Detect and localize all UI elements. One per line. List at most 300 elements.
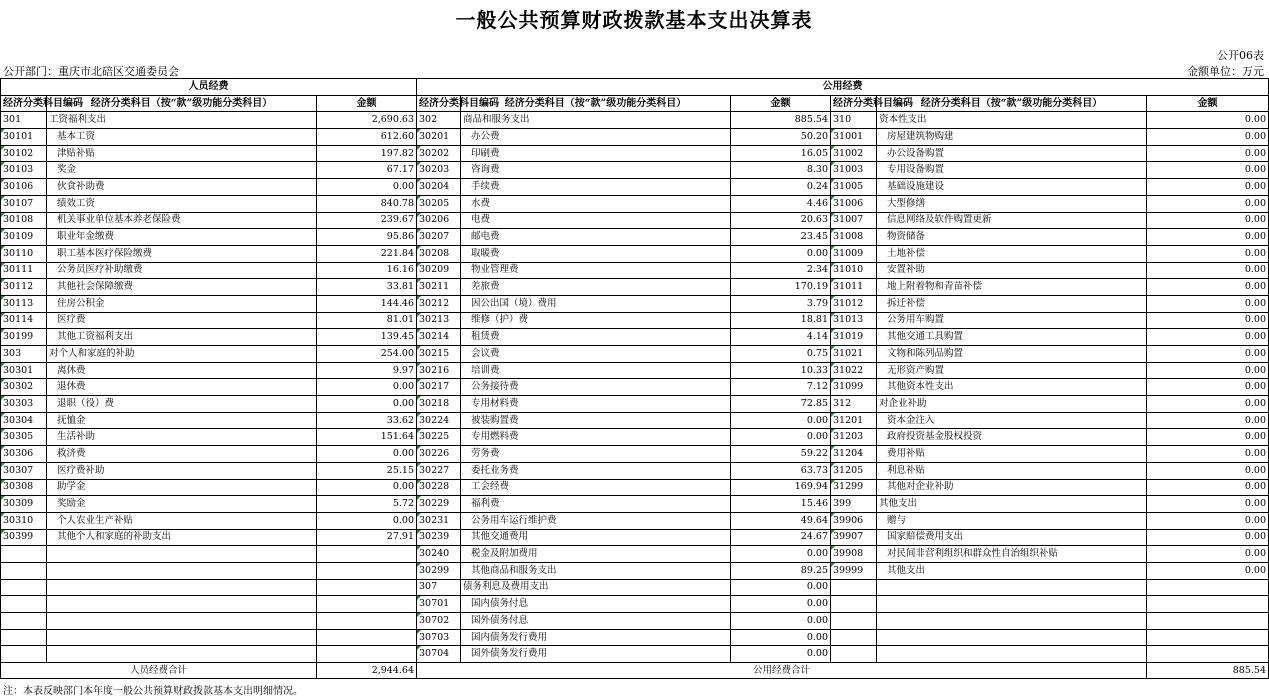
table-row <box>1 262 1269 279</box>
public-a-amount-cell: 170.19 <box>731 279 831 296</box>
table-row <box>1 496 1269 513</box>
public-a-name-cell: 维修（护）费 <box>461 312 731 329</box>
public-b-name-cell: 安置补助 <box>877 262 1147 279</box>
public-a-name-cell: 专用燃料费 <box>461 429 731 446</box>
personnel-code-cell: 30113 <box>1 295 47 312</box>
public-b-amount-cell: 0.00 <box>1147 379 1269 396</box>
personnel-code-cell <box>1 579 47 596</box>
public-a-name-cell: 办公费 <box>461 129 731 146</box>
public-b-name-cell: 土地补偿 <box>877 245 1147 262</box>
public-a-amount-cell: 59.22 <box>731 446 831 463</box>
personnel-amount-cell: 33.81 <box>317 279 417 296</box>
public-b-name-cell <box>877 629 1147 646</box>
public-a-name-cell: 国内债务发行费用 <box>461 629 731 646</box>
public-a-code-cell: 30229 <box>417 496 461 513</box>
public-a-code-cell: 30211 <box>417 279 461 296</box>
public-b-name-cell: 拆迁补偿 <box>877 295 1147 312</box>
public-a-amount-cell: 0.00 <box>731 245 831 262</box>
public-b-amount-cell: 0.00 <box>1147 429 1269 446</box>
public-b-amount-cell: 0.00 <box>1147 279 1269 296</box>
public-a-name-cell: 差旅费 <box>461 279 731 296</box>
public-a-amount-cell: 4.46 <box>731 195 831 212</box>
public-a-amount-cell: 72.85 <box>731 396 831 413</box>
public-b-amount-cell: 0.00 <box>1147 112 1269 129</box>
public-a-code-cell: 30701 <box>417 596 461 613</box>
public-b-code-cell: 31022 <box>831 362 877 379</box>
public-a-code-cell: 30228 <box>417 479 461 496</box>
public-b-amount-cell: 0.00 <box>1147 212 1269 229</box>
public-b-amount-cell: 0.00 <box>1147 479 1269 496</box>
public-b-code-cell <box>831 646 877 663</box>
personnel-code-cell <box>1 629 47 646</box>
personnel-amount-cell: 33.62 <box>317 412 417 429</box>
personnel-name-cell: 工资福利支出 <box>47 112 317 129</box>
public-a-amount-cell: 2.34 <box>731 262 831 279</box>
personnel-name-cell: 基本工资 <box>47 129 317 146</box>
personnel-amount-cell: 0.00 <box>317 512 417 529</box>
public-a-amount-cell: 0.24 <box>731 179 831 196</box>
public-b-amount-cell: 0.00 <box>1147 162 1269 179</box>
public-b-name-cell: 其他支出 <box>877 562 1147 579</box>
public-b-code-cell: 39907 <box>831 529 877 546</box>
personnel-name-cell <box>47 579 317 596</box>
public-b-code-cell <box>831 596 877 613</box>
personnel-code-cell: 30308 <box>1 479 47 496</box>
table-row <box>1 512 1269 529</box>
table-row <box>1 446 1269 463</box>
public-a-name-cell: 物业管理费 <box>461 262 731 279</box>
personnel-name-cell: 津贴补贴 <box>47 145 317 162</box>
public-b-amount-cell: 0.00 <box>1147 496 1269 513</box>
personnel-code-cell: 30111 <box>1 262 47 279</box>
personnel-amount-cell: 221.84 <box>317 245 417 262</box>
public-b-amount-cell: 0.00 <box>1147 245 1269 262</box>
table-row <box>1 112 1269 129</box>
public-a-amount-cell: 49.64 <box>731 512 831 529</box>
personnel-name-cell: 救济费 <box>47 446 317 463</box>
personnel-name-cell <box>47 596 317 613</box>
table-row <box>1 362 1269 379</box>
footnote: 注：本表反映部门本年度一般公共预算财政拨款基本支出明细情况。 <box>3 686 303 697</box>
table-row <box>1 396 1269 413</box>
public-b-amount-cell: 0.00 <box>1147 295 1269 312</box>
public-a-code-cell: 30703 <box>417 629 461 646</box>
public-b-code-cell: 31201 <box>831 412 877 429</box>
public-a-amount-cell: 0.00 <box>731 629 831 646</box>
public-b-name-cell <box>877 613 1147 630</box>
public-a-amount-cell: 0.00 <box>731 613 831 630</box>
public-a-amount-cell: 3.79 <box>731 295 831 312</box>
public-b-amount-cell: 0.00 <box>1147 195 1269 212</box>
personnel-name-cell: 退职（役）费 <box>47 396 317 413</box>
personnel-code-cell: 30307 <box>1 462 47 479</box>
public-b-name-cell: 赠与 <box>877 512 1147 529</box>
public-a-name-cell: 委托业务费 <box>461 462 731 479</box>
personnel-name-cell <box>47 646 317 663</box>
public-b-code-cell: 39999 <box>831 562 877 579</box>
table-row <box>1 579 1269 596</box>
public-a-name-cell: 水费 <box>461 195 731 212</box>
public-b-code-cell <box>831 629 877 646</box>
public-b-name-cell <box>877 646 1147 663</box>
public-b-amount-cell: 0.00 <box>1147 462 1269 479</box>
public-a-code-cell: 30704 <box>417 646 461 663</box>
public-b-amount-cell: 0.00 <box>1147 362 1269 379</box>
personnel-amount-cell: 25.15 <box>317 462 417 479</box>
personnel-code-cell: 30399 <box>1 529 47 546</box>
personnel-code-cell <box>1 596 47 613</box>
table-row <box>1 412 1269 429</box>
table-row <box>1 479 1269 496</box>
personnel-name-cell <box>47 562 317 579</box>
public-b-amount-cell: 0.00 <box>1147 396 1269 413</box>
personnel-amount-cell: 95.86 <box>317 229 417 246</box>
public-a-name-cell: 培训费 <box>461 362 731 379</box>
public-b-code-cell: 31299 <box>831 479 877 496</box>
table-row <box>1 145 1269 162</box>
public-a-code-cell: 30218 <box>417 396 461 413</box>
personnel-code-cell: 30110 <box>1 245 47 262</box>
public-a-code-cell: 30224 <box>417 412 461 429</box>
public-a-name-cell: 邮电费 <box>461 229 731 246</box>
public-a-code-cell: 30209 <box>417 262 461 279</box>
public-a-name-cell: 公务用车运行维护费 <box>461 512 731 529</box>
personnel-amount-cell: 0.00 <box>317 179 417 196</box>
table-row <box>1 613 1269 630</box>
public-b-code-cell: 310 <box>831 112 877 129</box>
public-a-code-cell: 30227 <box>417 462 461 479</box>
public-b-name-cell <box>877 579 1147 596</box>
public-a-code-cell: 30206 <box>417 212 461 229</box>
unit-label: 金额单位：万元 <box>1187 65 1264 78</box>
public-total-amount: 885.54 <box>1147 663 1269 679</box>
public-a-name-cell: 其他交通费用 <box>461 529 731 546</box>
personnel-name-cell: 绩效工资 <box>47 195 317 212</box>
public-b-name-cell: 大型修缮 <box>877 195 1147 212</box>
public-a-code-cell: 30217 <box>417 379 461 396</box>
personnel-amount-cell: 0.00 <box>317 379 417 396</box>
personnel-name-cell: 其他工资福利支出 <box>47 329 317 346</box>
table-row <box>1 629 1269 646</box>
public-a-name-cell: 工会经费 <box>461 479 731 496</box>
table-row <box>1 546 1269 563</box>
personnel-code-cell: 30309 <box>1 496 47 513</box>
personnel-name-cell: 生活补助 <box>47 429 317 446</box>
table-row <box>1 529 1269 546</box>
personnel-code-cell: 301 <box>1 112 47 129</box>
public-a-code-cell: 302 <box>417 112 461 129</box>
public-a-code-cell: 30212 <box>417 295 461 312</box>
public-b-code-cell: 31001 <box>831 129 877 146</box>
public-b-code-cell: 31012 <box>831 295 877 312</box>
public-b-amount-cell: 0.00 <box>1147 446 1269 463</box>
personnel-code-cell <box>1 646 47 663</box>
amount-column-header: 金额 <box>731 95 831 112</box>
public-b-name-cell: 对民间非营利组织和群众性自治组织补贴 <box>877 546 1147 563</box>
public-a-code-cell: 30208 <box>417 245 461 262</box>
public-b-code-cell: 312 <box>831 396 877 413</box>
public-a-name-cell: 被装购置费 <box>461 412 731 429</box>
public-a-name-cell: 债务利息及费用支出 <box>461 579 731 596</box>
table-row <box>1 245 1269 262</box>
public-b-name-cell: 其他资本性支出 <box>877 379 1147 396</box>
personnel-amount-cell: 239.67 <box>317 212 417 229</box>
table-row <box>1 379 1269 396</box>
public-b-code-cell <box>831 579 877 596</box>
public-a-amount-cell: 15.46 <box>731 496 831 513</box>
public-b-name-cell <box>877 596 1147 613</box>
public-a-name-cell: 取暖费 <box>461 245 731 262</box>
public-a-name-cell: 国外债务付息 <box>461 613 731 630</box>
public-b-amount-cell: 0.00 <box>1147 179 1269 196</box>
personnel-amount-cell: 81.01 <box>317 312 417 329</box>
public-b-amount-cell: 0.00 <box>1147 346 1269 363</box>
public-a-amount-cell: 885.54 <box>731 112 831 129</box>
code-column-header: 经济分类科目编码 <box>417 95 461 112</box>
public-b-amount-cell: 0.00 <box>1147 529 1269 546</box>
public-b-name-cell: 基础设施建设 <box>877 179 1147 196</box>
personnel-name-cell: 其他社会保障缴费 <box>47 279 317 296</box>
public-a-code-cell: 30702 <box>417 613 461 630</box>
public-a-amount-cell: 89.25 <box>731 562 831 579</box>
personnel-code-cell: 30102 <box>1 145 47 162</box>
department-label: 公开部门：重庆市北碚区交通委员会 <box>3 65 179 78</box>
name-column-header: 经济分类科目（按“款”级功能分类科目） <box>877 95 1147 112</box>
personnel-total-amount: 2,944.64 <box>317 663 417 679</box>
public-a-amount-cell: 4.14 <box>731 329 831 346</box>
name-column-header: 经济分类科目（按“款”级功能分类科目） <box>461 95 731 112</box>
personnel-amount-cell: 2,690.63 <box>317 112 417 129</box>
personnel-amount-cell: 612.60 <box>317 129 417 146</box>
public-a-amount-cell: 50.20 <box>731 129 831 146</box>
public-a-amount-cell: 24.67 <box>731 529 831 546</box>
public-a-code-cell: 30215 <box>417 346 461 363</box>
personnel-amount-cell: 5.72 <box>317 496 417 513</box>
public-a-code-cell: 30225 <box>417 429 461 446</box>
public-a-amount-cell: 63.73 <box>731 462 831 479</box>
public-b-name-cell: 物资储备 <box>877 229 1147 246</box>
public-b-code-cell: 31006 <box>831 195 877 212</box>
public-a-amount-cell: 0.00 <box>731 579 831 596</box>
personnel-code-cell: 30301 <box>1 362 47 379</box>
personnel-name-cell: 奖励金 <box>47 496 317 513</box>
personnel-amount-cell: 139.45 <box>317 329 417 346</box>
public-b-code-cell <box>831 613 877 630</box>
public-b-code-cell: 31013 <box>831 312 877 329</box>
public-b-name-cell: 资本性支出 <box>877 112 1147 129</box>
table-row <box>1 596 1269 613</box>
personnel-code-cell: 30114 <box>1 312 47 329</box>
personnel-name-cell: 奖金 <box>47 162 317 179</box>
code-column-header: 经济分类科目编码 <box>1 95 47 112</box>
public-b-code-cell: 31010 <box>831 262 877 279</box>
personnel-name-cell: 伙食补助费 <box>47 179 317 196</box>
personnel-amount-cell: 151.64 <box>317 429 417 446</box>
public-a-name-cell: 租赁费 <box>461 329 731 346</box>
personnel-amount-cell: 144.46 <box>317 295 417 312</box>
public-a-code-cell: 30231 <box>417 512 461 529</box>
personnel-code-cell: 30108 <box>1 212 47 229</box>
personnel-amount-cell <box>317 629 417 646</box>
public-a-name-cell: 电费 <box>461 212 731 229</box>
public-a-name-cell: 因公出国（境）费用 <box>461 295 731 312</box>
public-b-amount-cell <box>1147 579 1269 596</box>
public-b-amount-cell: 0.00 <box>1147 329 1269 346</box>
personnel-code-cell: 30101 <box>1 129 47 146</box>
table-row <box>1 179 1269 196</box>
personnel-name-cell: 公务员医疗补助缴费 <box>47 262 317 279</box>
personnel-name-cell: 个人农业生产补贴 <box>47 512 317 529</box>
public-b-code-cell: 31205 <box>831 462 877 479</box>
public-a-code-cell: 30213 <box>417 312 461 329</box>
page-title: 一般公共预算财政拨款基本支出决算表 <box>455 8 813 32</box>
personnel-code-cell <box>1 562 47 579</box>
personnel-name-cell: 医疗费补助 <box>47 462 317 479</box>
public-a-amount-cell: 0.00 <box>731 412 831 429</box>
amount-column-header: 金额 <box>1147 95 1269 112</box>
personnel-code-cell <box>1 546 47 563</box>
public-b-code-cell: 31005 <box>831 179 877 196</box>
table-row <box>1 329 1269 346</box>
personnel-amount-cell: 0.00 <box>317 479 417 496</box>
table-row <box>1 646 1269 663</box>
expenditure-table <box>0 78 1269 679</box>
personnel-code-cell: 30103 <box>1 162 47 179</box>
public-a-amount-cell: 8.30 <box>731 162 831 179</box>
table-row <box>1 212 1269 229</box>
public-a-name-cell: 劳务费 <box>461 446 731 463</box>
personnel-name-cell: 助学金 <box>47 479 317 496</box>
public-b-code-cell: 31204 <box>831 446 877 463</box>
public-a-name-cell: 公务接待费 <box>461 379 731 396</box>
personnel-amount-cell: 0.00 <box>317 446 417 463</box>
public-b-code-cell: 39908 <box>831 546 877 563</box>
public-a-name-cell: 专用材料费 <box>461 396 731 413</box>
personnel-code-cell: 30310 <box>1 512 47 529</box>
public-a-amount-cell: 0.75 <box>731 346 831 363</box>
public-a-code-cell: 30226 <box>417 446 461 463</box>
public-b-amount-cell: 0.00 <box>1147 145 1269 162</box>
public-a-amount-cell: 20.63 <box>731 212 831 229</box>
public-b-amount-cell <box>1147 646 1269 663</box>
table-row <box>1 312 1269 329</box>
personnel-total-label: 人员经费合计 <box>1 663 317 679</box>
personnel-amount-cell <box>317 562 417 579</box>
public-a-amount-cell: 0.00 <box>731 429 831 446</box>
personnel-amount-cell: 16.16 <box>317 262 417 279</box>
personnel-name-cell <box>47 546 317 563</box>
public-b-code-cell: 31019 <box>831 329 877 346</box>
personnel-code-cell: 303 <box>1 346 47 363</box>
public-b-amount-cell <box>1147 613 1269 630</box>
public-total-label: 公用经费合计 <box>417 663 1147 679</box>
public-a-code-cell: 30201 <box>417 129 461 146</box>
personnel-amount-cell: 840.78 <box>317 195 417 212</box>
personnel-code-cell: 30305 <box>1 429 47 446</box>
personnel-code-cell: 30109 <box>1 229 47 246</box>
public-b-name-cell: 公务用车购置 <box>877 312 1147 329</box>
public-b-amount-cell <box>1147 596 1269 613</box>
public-b-name-cell: 信息网络及软件购置更新 <box>877 212 1147 229</box>
personnel-code-cell: 30302 <box>1 379 47 396</box>
public-a-code-cell: 30207 <box>417 229 461 246</box>
public-b-name-cell: 对企业补助 <box>877 396 1147 413</box>
public-b-code-cell: 31203 <box>831 429 877 446</box>
public-b-name-cell: 国家赔偿费用支出 <box>877 529 1147 546</box>
table-row <box>1 429 1269 446</box>
public-a-code-cell: 30240 <box>417 546 461 563</box>
public-b-name-cell: 资本金注入 <box>877 412 1147 429</box>
personnel-amount-cell: 0.00 <box>317 396 417 413</box>
public-a-amount-cell: 0.00 <box>731 646 831 663</box>
personnel-name-cell: 住房公积金 <box>47 295 317 312</box>
public-b-code-cell: 31099 <box>831 379 877 396</box>
personnel-name-cell: 机关事业单位基本养老保险费 <box>47 212 317 229</box>
public-b-name-cell: 其他交通工具购置 <box>877 329 1147 346</box>
personnel-code-cell: 30306 <box>1 446 47 463</box>
public-a-name-cell: 国外债务发行费用 <box>461 646 731 663</box>
public-b-name-cell: 房屋建筑物购建 <box>877 129 1147 146</box>
public-a-name-cell: 会议费 <box>461 346 731 363</box>
personnel-name-cell: 抚恤金 <box>47 412 317 429</box>
personnel-name-cell <box>47 613 317 630</box>
public-b-amount-cell: 0.00 <box>1147 312 1269 329</box>
table-row <box>1 195 1269 212</box>
personnel-name-cell: 医疗费 <box>47 312 317 329</box>
public-b-amount-cell: 0.00 <box>1147 262 1269 279</box>
table-row <box>1 229 1269 246</box>
personnel-code-cell <box>1 613 47 630</box>
public-a-name-cell: 税金及附加费用 <box>461 546 731 563</box>
table-row <box>1 162 1269 179</box>
public-b-code-cell: 31002 <box>831 145 877 162</box>
personnel-amount-cell <box>317 646 417 663</box>
public-a-amount-cell: 18.81 <box>731 312 831 329</box>
personnel-amount-cell <box>317 546 417 563</box>
public-b-code-cell: 399 <box>831 496 877 513</box>
public-a-amount-cell: 7.12 <box>731 379 831 396</box>
public-b-name-cell: 办公设备购置 <box>877 145 1147 162</box>
public-a-code-cell: 30203 <box>417 162 461 179</box>
public-b-amount-cell: 0.00 <box>1147 546 1269 563</box>
public-b-name-cell: 其他对企业补助 <box>877 479 1147 496</box>
public-a-name-cell: 福利费 <box>461 496 731 513</box>
public-a-amount-cell: 0.00 <box>731 546 831 563</box>
public-a-name-cell: 商品和服务支出 <box>461 112 731 129</box>
personnel-amount-cell: 67.17 <box>317 162 417 179</box>
table-row <box>1 129 1269 146</box>
personnel-code-cell: 30303 <box>1 396 47 413</box>
personnel-name-cell: 其他个人和家庭的补助支出 <box>47 529 317 546</box>
personnel-amount-cell: 254.00 <box>317 346 417 363</box>
public-b-name-cell: 费用补贴 <box>877 446 1147 463</box>
personnel-amount-cell <box>317 579 417 596</box>
personnel-name-cell: 对个人和家庭的补助 <box>47 346 317 363</box>
code-column-header: 经济分类科目编码 <box>831 95 877 112</box>
public-b-name-cell: 专用设备购置 <box>877 162 1147 179</box>
public-a-code-cell: 30202 <box>417 145 461 162</box>
name-column-header: 经济分类科目（按“款”级功能分类科目） <box>47 95 317 112</box>
personnel-amount-cell: 27.91 <box>317 529 417 546</box>
public-b-name-cell: 利息补贴 <box>877 462 1147 479</box>
personnel-code-cell: 30112 <box>1 279 47 296</box>
personnel-code-cell: 30106 <box>1 179 47 196</box>
public-a-amount-cell: 23.45 <box>731 229 831 246</box>
public-b-code-cell: 31009 <box>831 245 877 262</box>
public-a-code-cell: 30299 <box>417 562 461 579</box>
personnel-amount-cell: 197.82 <box>317 145 417 162</box>
public-b-code-cell: 31003 <box>831 162 877 179</box>
